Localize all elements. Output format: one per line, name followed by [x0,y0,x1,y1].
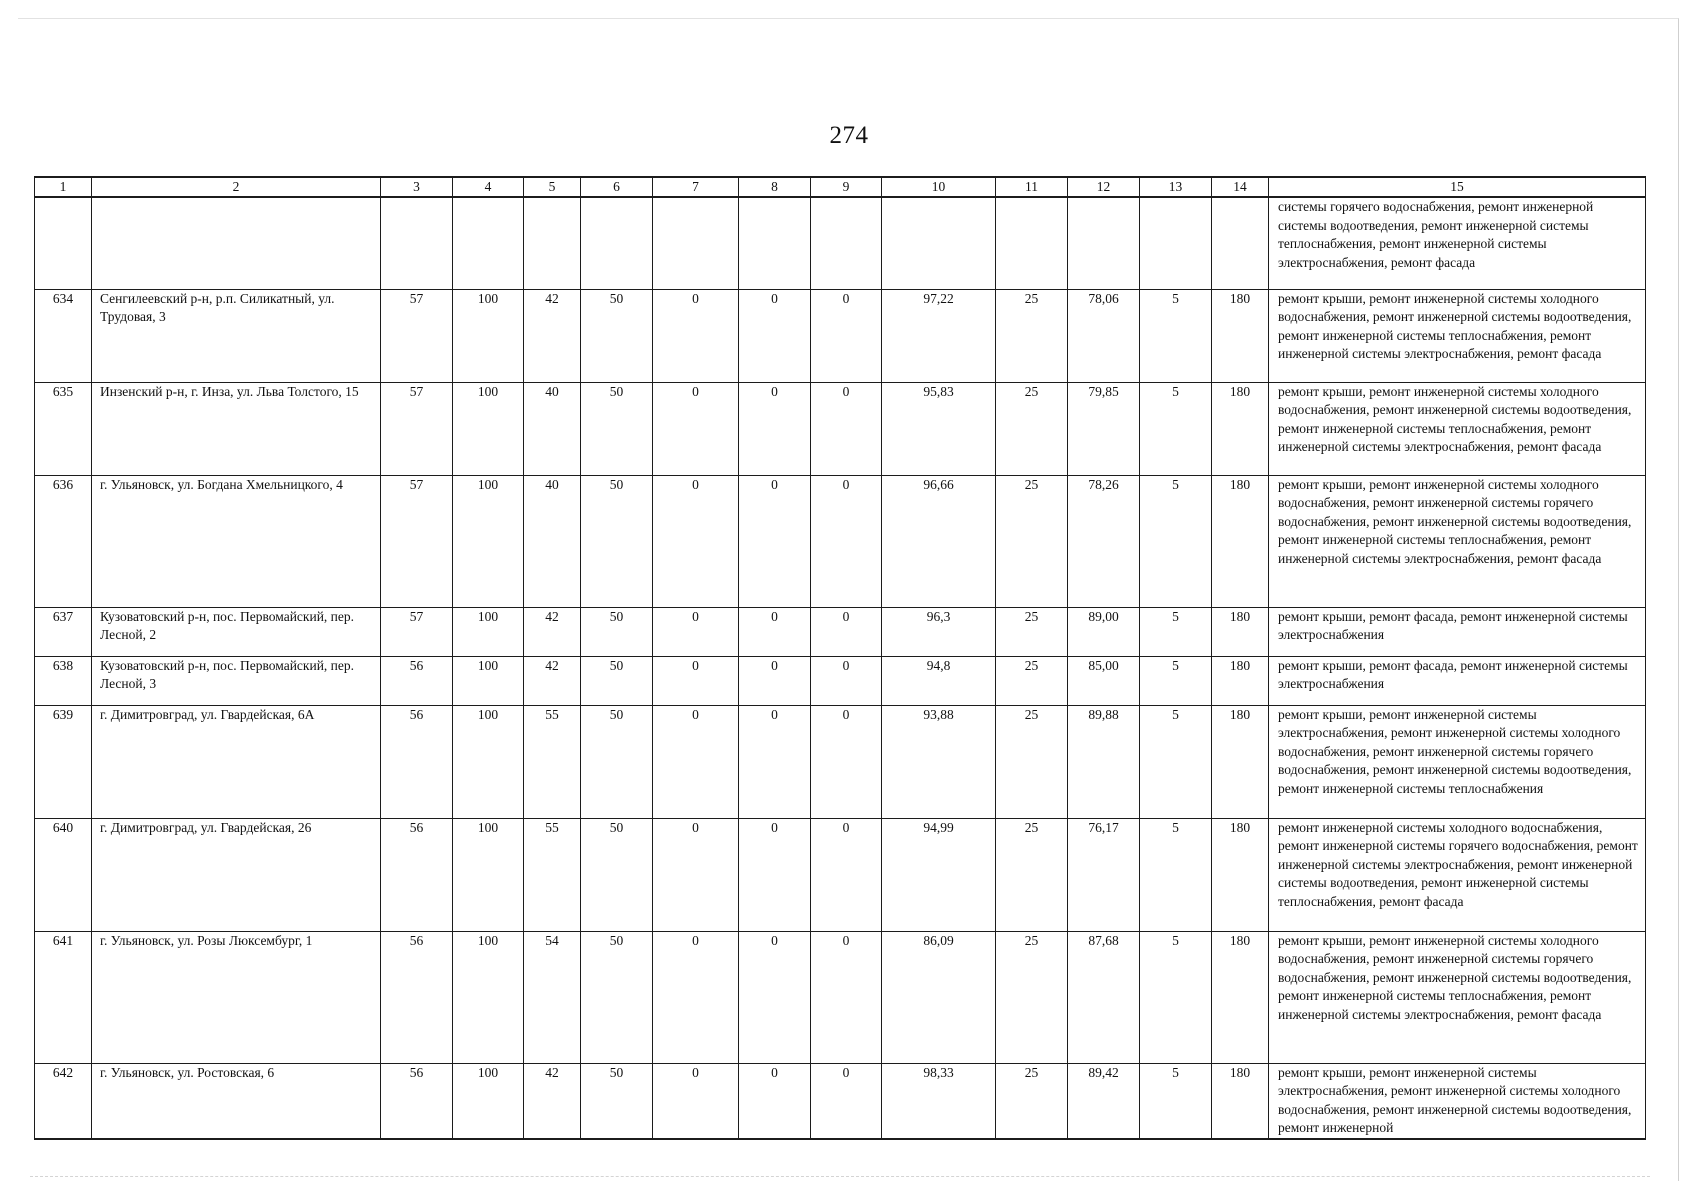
cell-col-6: 50 [581,382,653,475]
cell-col-5: 40 [524,475,581,607]
column-number: 8 [739,177,811,197]
cell-col-14: 180 [1212,1063,1269,1139]
cell-col-12: 78,26 [1068,475,1140,607]
cell-works: системы горячего водоснабжения, ремонт инженерной системы водоотведения, ремонт инженерной системы теплоснабжения, ремонт инженерной системы электроснабжения, ремонт фасада [1269,197,1646,289]
cell-col-8: 0 [739,382,811,475]
cell-number: 636 [35,475,92,607]
cell-address: Кузоватовский р-н, пос. Первомайский, пер. Лесной, 3 [92,656,381,705]
cell-col-14 [1212,197,1269,289]
scan-bottom-edge [30,1176,1650,1177]
cell-col-10: 86,09 [882,931,996,1063]
cell-col-4: 100 [453,931,524,1063]
table-row [35,197,1646,289]
cell-col-5: 55 [524,818,581,931]
column-number: 1 [35,177,92,197]
cell-col-9: 0 [811,818,882,931]
cell-col-12: 87,68 [1068,931,1140,1063]
cell-col-3: 57 [381,475,453,607]
cell-col-3 [381,197,453,289]
cell-col-10: 98,33 [882,1063,996,1139]
cell-col-13: 5 [1140,475,1212,607]
cell-col-6: 50 [581,289,653,382]
cell-number: 640 [35,818,92,931]
cell-col-6: 50 [581,656,653,705]
cell-col-13: 5 [1140,607,1212,656]
works-table [34,176,1646,1140]
cell-col-12: 78,06 [1068,289,1140,382]
cell-works: ремонт крыши, ремонт инженерной системы холодного водоснабжения, ремонт инженерной системы водоотведения, ремонт инженерной системы теплоснабжения, ремонт инженерной системы электроснабжения, ремонт фасада [1269,382,1646,475]
cell-number: 637 [35,607,92,656]
cell-col-4: 100 [453,607,524,656]
cell-number: 642 [35,1063,92,1139]
cell-works: ремонт крыши, ремонт инженерной системы холодного водоснабжения, ремонт инженерной системы водоотведения, ремонт инженерной системы теплоснабжения, ремонт инженерной системы электроснабжения, ремонт фасада [1269,289,1646,382]
column-number: 5 [524,177,581,197]
cell-col-6: 50 [581,475,653,607]
cell-works: ремонт инженерной системы холодного водоснабжения, ремонт инженерной системы горячего водоснабжения, ремонт инженерной системы электроснабжения, ремонт инженерной системы водоотведения, ремонт инженерной системы теплоснабжения, ремонт фасада [1269,818,1646,931]
table-row [35,475,1646,607]
cell-col-5: 42 [524,1063,581,1139]
cell-col-11: 25 [996,607,1068,656]
cell-col-6: 50 [581,705,653,818]
cell-col-8 [739,197,811,289]
cell-col-4: 100 [453,382,524,475]
cell-col-8: 0 [739,818,811,931]
cell-col-11: 25 [996,656,1068,705]
cell-col-9: 0 [811,1063,882,1139]
cell-col-7: 0 [653,289,739,382]
cell-col-12: 89,42 [1068,1063,1140,1139]
cell-col-7: 0 [653,607,739,656]
cell-col-7: 0 [653,931,739,1063]
cell-col-6: 50 [581,931,653,1063]
cell-col-13: 5 [1140,818,1212,931]
table-row [35,1063,1646,1139]
cell-col-10: 95,83 [882,382,996,475]
cell-col-12: 89,00 [1068,607,1140,656]
table-row [35,931,1646,1063]
cell-col-9 [811,197,882,289]
cell-col-9: 0 [811,475,882,607]
cell-col-12: 76,17 [1068,818,1140,931]
cell-col-3: 56 [381,705,453,818]
cell-number: 634 [35,289,92,382]
cell-col-14: 180 [1212,607,1269,656]
cell-number: 639 [35,705,92,818]
cell-col-9: 0 [811,289,882,382]
cell-col-8: 0 [739,1063,811,1139]
cell-works: ремонт крыши, ремонт инженерной системы электроснабжения, ремонт инженерной системы холодного водоснабжения, ремонт инженерной системы горячего водоснабжения, ремонт инженерной системы водоотведения, ремонт инженерной системы теплоснабжения [1269,705,1646,818]
cell-col-11: 25 [996,289,1068,382]
cell-number: 635 [35,382,92,475]
cell-col-12: 89,88 [1068,705,1140,818]
cell-col-13: 5 [1140,656,1212,705]
cell-col-4: 100 [453,475,524,607]
column-number: 13 [1140,177,1212,197]
column-number: 9 [811,177,882,197]
cell-col-6: 50 [581,1063,653,1139]
cell-col-8: 0 [739,931,811,1063]
cell-col-4: 100 [453,818,524,931]
column-number: 11 [996,177,1068,197]
cell-col-13 [1140,197,1212,289]
cell-col-13: 5 [1140,382,1212,475]
cell-col-3: 57 [381,289,453,382]
column-number: 10 [882,177,996,197]
cell-number: 638 [35,656,92,705]
cell-col-6: 50 [581,818,653,931]
cell-col-7: 0 [653,382,739,475]
cell-col-14: 180 [1212,931,1269,1063]
cell-col-13: 5 [1140,705,1212,818]
cell-col-10: 93,88 [882,705,996,818]
cell-col-11: 25 [996,382,1068,475]
cell-col-7 [653,197,739,289]
cell-works: ремонт крыши, ремонт инженерной системы холодного водоснабжения, ремонт инженерной системы горячего водоснабжения, ремонт инженерной системы водоотведения, ремонт инженерной системы теплоснабжения, ремонт инженерной системы электроснабжения, ремонт фасада [1269,931,1646,1063]
cell-col-13: 5 [1140,931,1212,1063]
cell-col-4 [453,197,524,289]
cell-col-5: 42 [524,289,581,382]
cell-col-10: 94,8 [882,656,996,705]
column-number: 14 [1212,177,1269,197]
cell-address: г. Димитровград, ул. Гвардейская, 26 [92,818,381,931]
cell-col-12 [1068,197,1140,289]
cell-col-4: 100 [453,289,524,382]
table-row [35,382,1646,475]
cell-col-13: 5 [1140,1063,1212,1139]
cell-col-11 [996,197,1068,289]
cell-address: Инзенский р-н, г. Инза, ул. Льва Толстого, 15 [92,382,381,475]
table-row [35,705,1646,818]
cell-col-9: 0 [811,705,882,818]
cell-address: г. Ульяновск, ул. Розы Люксембург, 1 [92,931,381,1063]
cell-col-8: 0 [739,607,811,656]
cell-col-6: 50 [581,607,653,656]
cell-col-14: 180 [1212,475,1269,607]
column-number: 7 [653,177,739,197]
cell-col-7: 0 [653,1063,739,1139]
cell-col-3: 57 [381,382,453,475]
cell-works: ремонт крыши, ремонт инженерной системы электроснабжения, ремонт инженерной системы холодного водоснабжения, ремонт инженерной системы водоотведения, ремонт инженерной [1269,1063,1646,1139]
cell-address: г. Ульяновск, ул. Богдана Хмельницкого, 4 [92,475,381,607]
column-number: 6 [581,177,653,197]
cell-col-14: 180 [1212,382,1269,475]
cell-col-6 [581,197,653,289]
cell-col-3: 56 [381,656,453,705]
cell-col-11: 25 [996,931,1068,1063]
cell-col-13: 5 [1140,289,1212,382]
cell-col-5: 42 [524,607,581,656]
cell-col-8: 0 [739,705,811,818]
cell-col-12: 79,85 [1068,382,1140,475]
cell-address: г. Ульяновск, ул. Ростовская, 6 [92,1063,381,1139]
cell-col-3: 56 [381,931,453,1063]
cell-address: г. Димитровград, ул. Гвардейская, 6А [92,705,381,818]
cell-address: Сенгилеевский р-н, р.п. Силикатный, ул. Трудовая, 3 [92,289,381,382]
cell-col-4: 100 [453,656,524,705]
cell-col-8: 0 [739,656,811,705]
column-number: 4 [453,177,524,197]
cell-col-5 [524,197,581,289]
cell-col-9: 0 [811,656,882,705]
cell-col-3: 56 [381,1063,453,1139]
cell-col-10: 97,22 [882,289,996,382]
cell-col-7: 0 [653,475,739,607]
cell-col-8: 0 [739,289,811,382]
table-row [35,818,1646,931]
cell-col-10: 96,3 [882,607,996,656]
cell-col-4: 100 [453,705,524,818]
table-row [35,289,1646,382]
cell-number [35,197,92,289]
cell-col-8: 0 [739,475,811,607]
cell-col-9: 0 [811,931,882,1063]
cell-address [92,197,381,289]
cell-col-3: 57 [381,607,453,656]
cell-works: ремонт крыши, ремонт фасада, ремонт инженерной системы электроснабжения [1269,656,1646,705]
cell-number: 641 [35,931,92,1063]
cell-col-14: 180 [1212,656,1269,705]
cell-col-10: 96,66 [882,475,996,607]
cell-col-9: 0 [811,607,882,656]
cell-col-5: 40 [524,382,581,475]
cell-col-11: 25 [996,475,1068,607]
column-number-row [35,177,1646,197]
cell-col-3: 56 [381,818,453,931]
table-body [35,197,1646,1139]
cell-col-5: 42 [524,656,581,705]
cell-col-12: 85,00 [1068,656,1140,705]
cell-col-14: 180 [1212,705,1269,818]
cell-col-14: 180 [1212,289,1269,382]
cell-works: ремонт крыши, ремонт инженерной системы холодного водоснабжения, ремонт инженерной системы горячего водоснабжения, ремонт инженерной системы водоотведения, ремонт инженерной системы теплоснабжения, ремонт инженерной системы электроснабжения, ремонт фасада [1269,475,1646,607]
cell-address: Кузоватовский р-н, пос. Первомайский, пер. Лесной, 2 [92,607,381,656]
cell-col-11: 25 [996,1063,1068,1139]
column-number: 15 [1269,177,1646,197]
cell-col-9: 0 [811,382,882,475]
table-row [35,656,1646,705]
cell-col-7: 0 [653,818,739,931]
cell-col-5: 55 [524,705,581,818]
column-number: 12 [1068,177,1140,197]
cell-col-14: 180 [1212,818,1269,931]
cell-works: ремонт крыши, ремонт фасада, ремонт инженерной системы электроснабжения [1269,607,1646,656]
cell-col-10: 94,99 [882,818,996,931]
cell-col-7: 0 [653,656,739,705]
cell-col-7: 0 [653,705,739,818]
cell-col-5: 54 [524,931,581,1063]
cell-col-11: 25 [996,705,1068,818]
cell-col-10 [882,197,996,289]
cell-col-4: 100 [453,1063,524,1139]
cell-col-11: 25 [996,818,1068,931]
column-number: 2 [92,177,381,197]
table-row [35,607,1646,656]
page-number: 274 [829,122,869,149]
column-number: 3 [381,177,453,197]
